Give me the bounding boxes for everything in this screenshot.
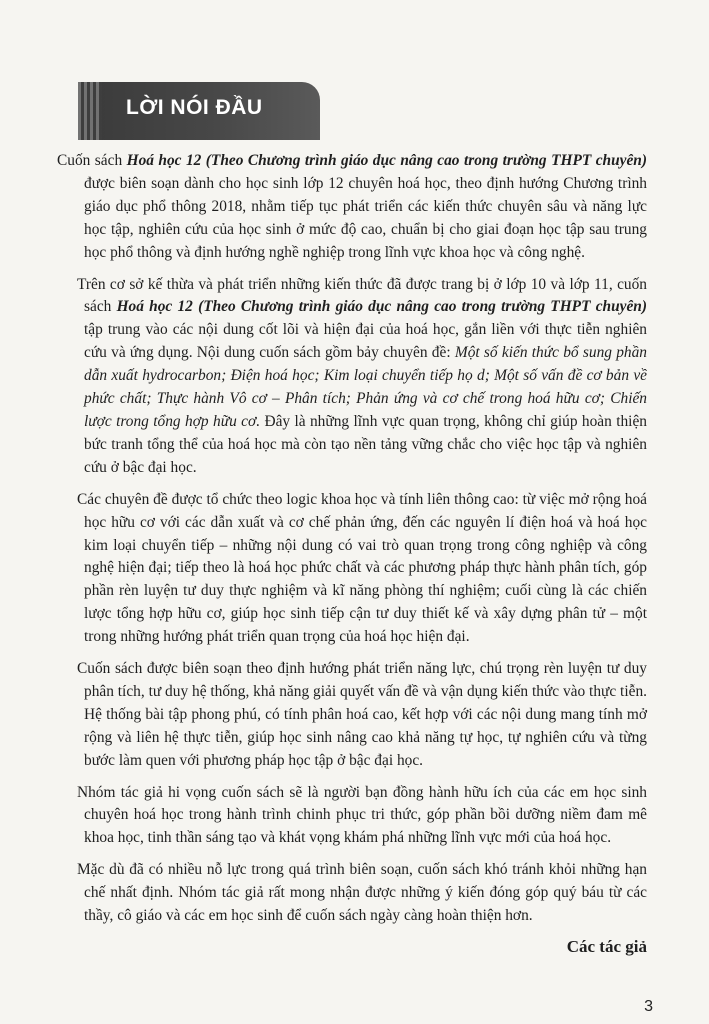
page-number: 3: [644, 998, 653, 1015]
book-title-emphasis: Hoá học 12 (Theo Chương trình giáo dục nâng cao trong trường THPT chuyên): [116, 298, 647, 316]
text-run: Trên cơ sở kế thừa và phát triển những kiến thức đã được trang bị ở lớp 10 và lớp 11, cuốn sách: [77, 275, 647, 316]
text-run: Cuốn sách được biên soạn theo định hướng phát triển năng lực, chú trọng rèn luyện tư duy phân tích, tư duy hệ thống, khả năng giải quyết vấn đề và vận dụng kiến thức vào thực tiễn. Hệ thống bài tập phong phú, có tính phân hoá cao, kết hợp với các nội dung mang tính mở rộng và liên hệ thực tiễn, giúp học sinh nâng cao khả năng tự học, tự nghiên cứu và từng bước làm quen với phương pháp học tập ở bậc đại học.: [77, 660, 647, 769]
text-run: Mặc dù đã có nhiều nỗ lực trong quá trình biên soạn, cuốn sách khó tránh khỏi những hạn chế nhất định. Nhóm tác giả rất mong nhận được những ý kiến đóng góp quý báu từ các thầy, cô giáo và các em học sinh để cuốn sách ngày càng hoàn thiện hơn.: [77, 861, 647, 925]
paragraph-intro: [57, 150, 647, 265]
text-run: Cuốn sách: [57, 152, 127, 169]
book-title-emphasis: Hoá học 12 (Theo Chương trình giáo dục nâng cao trong trường THPT chuyên): [126, 152, 647, 169]
paragraph-approach: [77, 658, 647, 773]
authors-signature: Các tác giả: [566, 937, 647, 956]
text-run: Nhóm tác giả hi vọng cuốn sách sẽ là người bạn đồng hành hữu ích của các em học sinh chuyên hoá học trong hành trình chinh phục tri thức, góp phần bồi dưỡng niềm đam mê khoa học, tinh thần sáng tạo và khát vọng khám phá những lĩnh vực mới của hoá học.: [77, 783, 647, 847]
section-banner: [78, 82, 320, 140]
section-title: LỜI NÓI ĐẦU: [126, 96, 263, 119]
text-run: Các chuyên đề được tổ chức theo logic khoa học và tính liên thông cao: từ việc mở rộng hoá học hữu cơ với các dẫn xuất và cơ chế phản ứng, đến các nguyên lí điện hoá và hoá học kim loại chuyển tiếp – những nội dung có vai trò quan trọng trong công nghiệp và công nghệ hiện đại; tiếp theo là hoá học phức chất và các phương pháp thực hành phân tích, góp phần rèn luyện tư duy thực nghiệm và kĩ năng phòng thí nghiệm; cuối cùng là các chiến lược tổng hợp hữu cơ, giúp học sinh tiếp cận tư duy thiết kế và xây dựng phân tử – một trong những hướng phát triển quan trọng của hoá học hiện đại.: [77, 490, 647, 646]
banner-stripes-decoration: [78, 82, 102, 140]
paragraph-hope: [77, 782, 647, 851]
paragraph-organization: [77, 489, 647, 649]
paragraph-feedback: [77, 859, 647, 928]
topics-list-italic: Một số kiến thức bổ sung phần dẫn xuất hydrocarbon; Điện hoá học; Kim loại chuyển tiếp họ d; Một số vấn đề cơ bản về phức chất; Thực hành Vô cơ – Phân tích; Phản ứng và cơ chế trong hoá hữu cơ; Chiến lược trong tổng hợp hữu cơ.: [84, 344, 648, 430]
preface-body: [57, 150, 648, 957]
text-run: Đây là những lĩnh vực quan trọng, không chỉ giúp hoàn thiện bức tranh tổng thể của hoá học mà còn tạo nền tảng vững chắc cho việc học tập và nghiên cứu ở bậc đại học.: [84, 412, 647, 476]
paragraph-content-overview: [77, 274, 648, 480]
text-run: tập trung vào các nội dung cốt lõi và hiện đại của hoá học, gắn liền với thực tiễn nghiên cứu và ứng dụng. Nội dung cuốn sách gồm bảy chuyên đề:: [84, 321, 647, 362]
text-run: được biên soạn dành cho học sinh lớp 12 chuyên hoá học, theo định hướng Chương trình giáo dục phổ thông 2018, nhằm tiếp tục phát triển các kiến thức chuyên sâu và năng lực học tập, nghiên cứu của học sinh ở mức độ cao, chuẩn bị cho giai đoạn học tập sau trung học phổ thông và định hướng nghề nghiệp trong lĩnh vực khoa học và công nghệ.: [84, 174, 647, 261]
